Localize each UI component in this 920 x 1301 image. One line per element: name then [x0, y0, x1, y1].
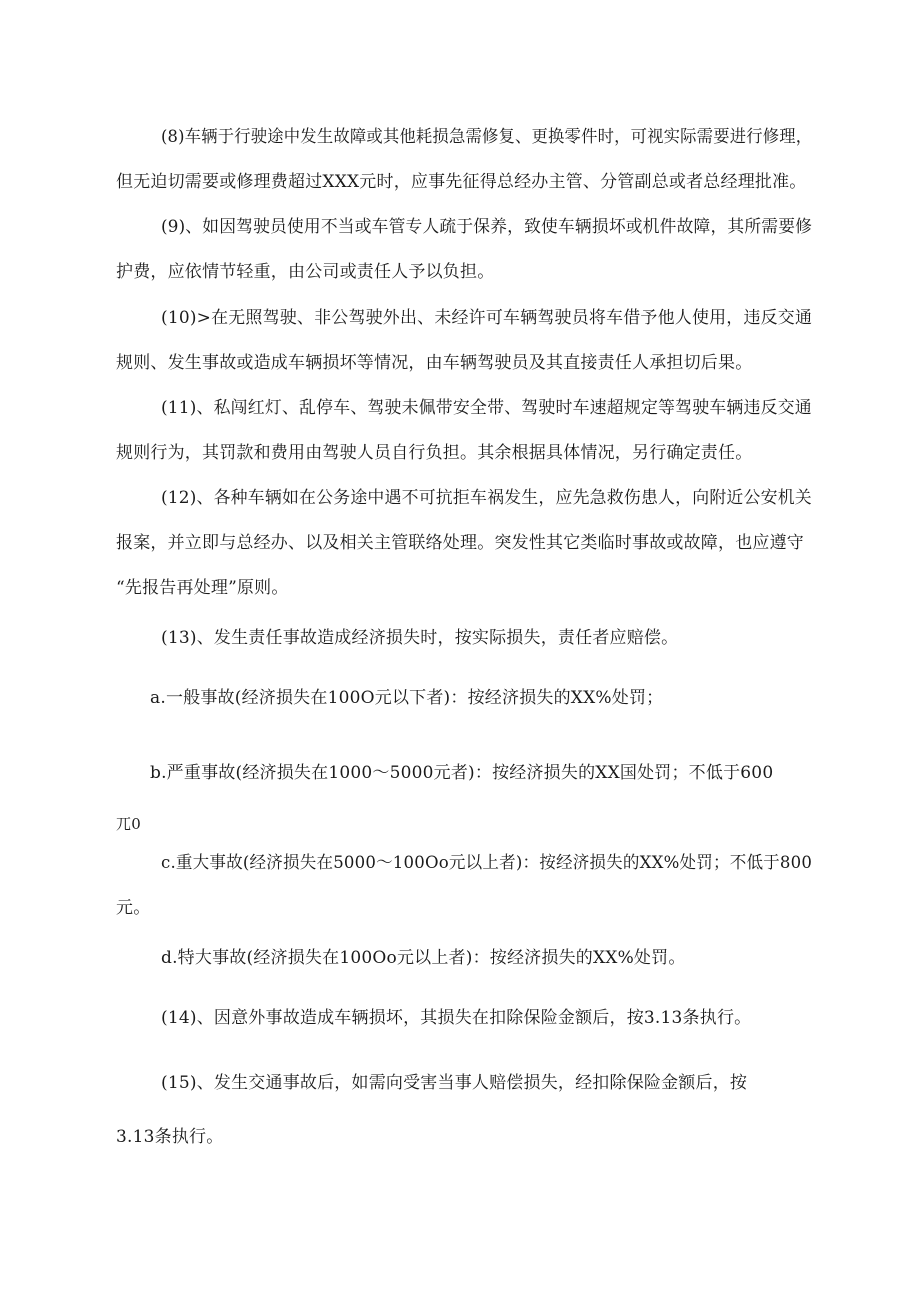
clause-c-line-2: 元。	[116, 898, 151, 918]
clause-12-line-3: “先报告再处理”原则。	[116, 578, 289, 598]
clause-9-line-2: 护费，应依情节轻重，由公司或责任人予以负担。	[116, 262, 495, 282]
clause-c-line-1: c.重大事故(经济损失在5000～100Oo元以上者)：按经济损失的XX%处罚；不低于800	[161, 853, 813, 873]
clause-11-line-1: (11)、私闯红灯、乱停车、驾驶未佩带安全带、驾驶时车速超规定等驾驶车辆违反交通	[161, 398, 812, 418]
clause-a-line-1: a.一般事故(经济损失在100O元以下者)：按经济损失的XX%处罚；	[150, 688, 664, 708]
clause-b-line-2: 兀0	[116, 815, 141, 833]
clause-8-line-1: (8)车辆于行驶途中发生故障或其他耗损急需修复、更换零件时，可视实际需要进行修理，	[161, 127, 813, 147]
clause-b-line-1: b.严重事故(经济损失在1000～5000元者)：按经济损失的XX国处罚；不低于600	[150, 763, 774, 783]
clause-10-line-1: (10)>在无照驾驶、非公驾驶外出、未经许可车辆驾驶员将车借予他人使用，违反交通	[161, 308, 813, 328]
clause-13-line-1: (13)、发生责任事故造成经济损失时，按实际损失，责任者应赔偿。	[161, 628, 679, 648]
clause-12-line-2: 报案，并立即与总经办、以及相关主管联络处理。突发性其它类临时事故或故障，也应遵守	[116, 533, 804, 553]
clause-10-line-2: 规则、发生事故或造成车辆损坏等情况，由车辆驾驶员及其直接责任人承担切后果。	[116, 353, 753, 373]
clause-d-line-1: d.特大事故(经济损失在100Oo元以上者)：按经济损失的XX%处罚。	[161, 948, 686, 968]
clause-12-line-1: (12)、各种车辆如在公务途中遇不可抗拒车祸发生，应先急救伤患人，向附近公安机关	[161, 488, 812, 508]
clause-8-line-2: 但无迫切需要或修理费超过XXX元时，应事先征得总经办主管、分管副总或者总经理批准。	[116, 172, 807, 192]
clause-15-line-2: 3.13条执行。	[116, 1127, 224, 1147]
clause-9-line-1: (9)、如因驾驶员使用不当或车管专人疏于保养，致使车辆损坏或机件故障，其所需要修	[161, 217, 813, 237]
clause-11-line-2: 规则行为，其罚款和费用由驾驶人员自行负担。其余根据具体情况，另行确定责任。	[116, 443, 753, 463]
clause-15-line-1: (15)、发生交通事故后，如需向受害当事人赔偿损失，经扣除保险金额后，按	[161, 1073, 748, 1093]
clause-14-line-1: (14)、因意外事故造成车辆损坏，其损失在扣除保险金额后，按3.13条执行。	[161, 1008, 752, 1028]
